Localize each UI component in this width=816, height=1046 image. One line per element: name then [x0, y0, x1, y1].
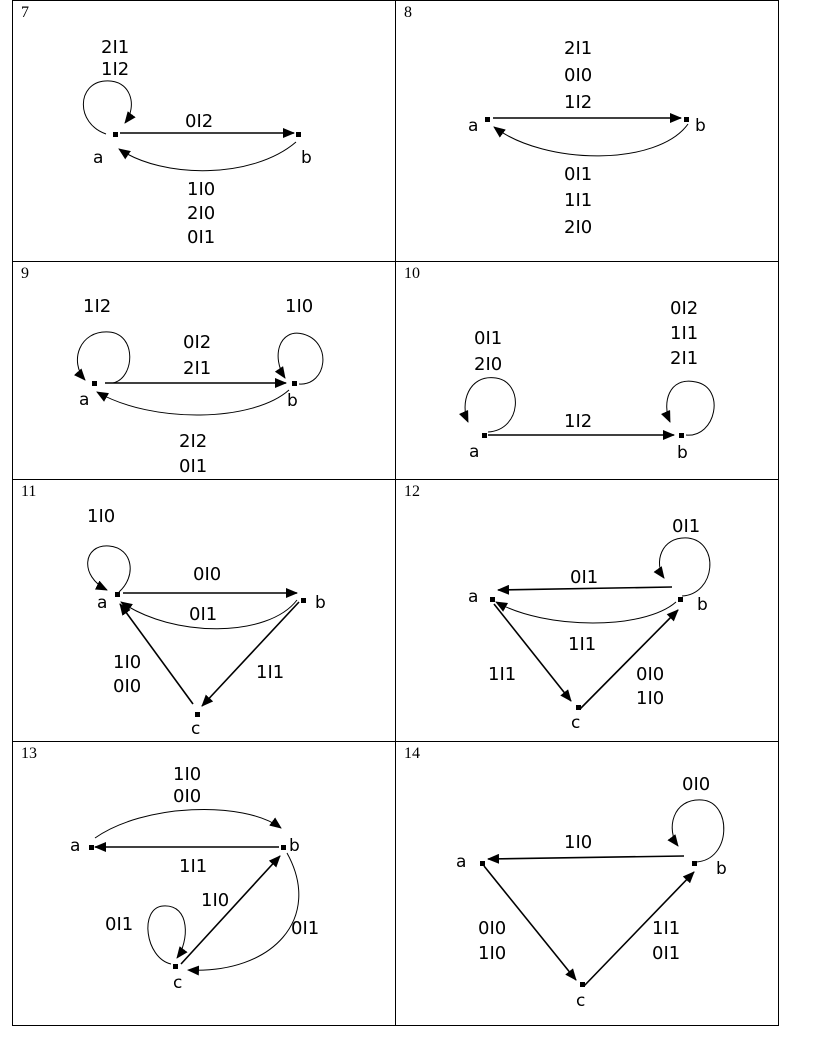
node-c [195, 712, 200, 717]
edge-a-c [494, 604, 571, 701]
node-b [292, 381, 297, 386]
panel-13-diagram [13, 742, 395, 1026]
edge-label: 0I1 [570, 567, 599, 588]
loop-b [672, 800, 724, 862]
panel-number: 8 [404, 4, 412, 21]
edge-label: 1I2 [564, 411, 593, 432]
panel-number: 11 [21, 483, 37, 500]
edge-label: 0I1 [291, 918, 320, 939]
edge-label: 1I2 [101, 59, 130, 80]
node-c [580, 982, 585, 987]
panel-8 [396, 1, 779, 262]
edge-label: 1I0 [636, 688, 665, 709]
node-label: b [315, 593, 326, 613]
node-b [296, 132, 301, 137]
node-label: b [677, 443, 688, 463]
node-b [679, 433, 684, 438]
edge-label: 2I2 [179, 431, 208, 452]
node-a [113, 132, 118, 137]
node-label: b [716, 859, 727, 879]
panel-8-diagram [396, 1, 779, 262]
edge-label: 1I0 [187, 179, 216, 200]
diagram-grid [12, 0, 779, 1026]
panel-number: 10 [404, 265, 420, 282]
edge-label: 0I0 [478, 918, 507, 939]
edge-label: 2I1 [101, 37, 130, 58]
edge-label: 1I2 [564, 92, 593, 113]
edge-label: 1I1 [564, 190, 593, 211]
edge-label: 0I2 [185, 111, 214, 132]
node-label: b [695, 116, 706, 136]
node-label: a [456, 852, 467, 872]
loop-b [278, 333, 323, 384]
edge-label: 1I2 [83, 296, 112, 317]
edge-b-a [97, 390, 289, 415]
panel-11-diagram [13, 480, 395, 742]
edge-label: 1I1 [488, 664, 517, 685]
panel-number: 9 [21, 265, 29, 282]
panel-number: 12 [404, 483, 420, 500]
edge-label: 1I0 [173, 764, 202, 785]
edge-label: 0I1 [179, 456, 208, 477]
edge-label: 1I1 [652, 918, 681, 939]
panel-number: 14 [404, 745, 420, 762]
loop-b [667, 381, 714, 435]
edge-label: 1I0 [285, 296, 314, 317]
edge-label: 0I2 [670, 298, 699, 319]
node-a [92, 381, 97, 386]
node-label: c [173, 973, 183, 993]
edge-label: 0I0 [564, 65, 593, 86]
node-label: c [571, 713, 581, 733]
node-label: b [301, 148, 312, 168]
edge-b-a [119, 142, 296, 171]
panel-number: 13 [21, 745, 37, 762]
node-label: b [287, 391, 298, 411]
node-label: c [191, 719, 201, 739]
panel-9-diagram [13, 262, 395, 480]
edge-label: 1I1 [568, 634, 597, 655]
panel-10-diagram [396, 262, 779, 480]
loop-a [465, 378, 515, 432]
edge-label: 1I1 [256, 662, 285, 683]
edge-label: 0I0 [193, 564, 222, 585]
node-c [576, 705, 581, 710]
edge-label: 0I1 [187, 227, 216, 248]
node-b [692, 861, 697, 866]
panel-12 [396, 480, 779, 742]
node-a [480, 861, 485, 866]
node-label: c [576, 991, 586, 1011]
edge-a-b [95, 809, 281, 838]
node-label: b [697, 595, 708, 615]
edge-label: 1I0 [87, 506, 116, 527]
edge-label: 0I1 [672, 516, 701, 537]
node-label: b [289, 836, 300, 856]
edge-label: 0I0 [113, 676, 142, 697]
node-a [89, 845, 94, 850]
node-a [490, 597, 495, 602]
node-label: a [93, 148, 104, 168]
edge-label: 1I0 [564, 832, 593, 853]
panel-11 [13, 480, 396, 742]
edge-label: 0I1 [564, 164, 593, 185]
edge-label: 1I0 [113, 652, 142, 673]
edge-label: 1I0 [201, 890, 230, 911]
node-b [281, 845, 286, 850]
edge-b-a [488, 856, 684, 859]
node-b [678, 597, 683, 602]
loop-a [83, 81, 131, 134]
loop-c [148, 906, 185, 964]
edge-label: 1I1 [670, 323, 699, 344]
loop-a [88, 546, 130, 592]
edge-label: 0I0 [682, 774, 711, 795]
edge-label: 2I1 [564, 38, 593, 59]
panel-9 [13, 262, 396, 480]
node-c [173, 964, 178, 969]
edge-label: 0I1 [189, 604, 218, 625]
node-label: a [70, 836, 81, 856]
panel-14 [396, 742, 779, 1026]
node-label: a [469, 442, 480, 462]
node-a [482, 433, 487, 438]
edge-label: 2I0 [474, 354, 503, 375]
node-label: a [79, 390, 90, 410]
edge-label: 2I0 [564, 217, 593, 238]
edge-label: 0I1 [105, 914, 134, 935]
edge-label: 0I0 [636, 664, 665, 685]
node-a [485, 117, 490, 122]
panel-14-diagram [396, 742, 779, 1026]
node-label: a [468, 587, 479, 607]
edge-label: 0I1 [474, 328, 503, 349]
edge-label: 0I2 [183, 332, 212, 353]
edge-label: 2I1 [183, 358, 212, 379]
edge-label: 0I0 [173, 786, 202, 807]
edge-label: 2I0 [187, 203, 216, 224]
panel-13 [13, 742, 396, 1026]
edge-label: 2I1 [670, 348, 699, 369]
panel-10 [396, 262, 779, 480]
node-label: a [468, 116, 479, 136]
panel-12-diagram [396, 480, 779, 742]
node-b [301, 598, 306, 603]
node-b [684, 117, 689, 122]
node-a [115, 592, 120, 597]
panel-number: 7 [21, 4, 29, 21]
edge-b-a-curve [496, 602, 676, 623]
edge-label: 0I1 [652, 943, 681, 964]
edge-label: 1I1 [179, 856, 208, 877]
edge-b-a [494, 124, 688, 156]
panel-7-diagram [13, 1, 395, 262]
edge-label: 1I0 [478, 943, 507, 964]
loop-a [77, 332, 129, 383]
node-label: a [97, 593, 108, 613]
panel-7 [13, 1, 396, 262]
